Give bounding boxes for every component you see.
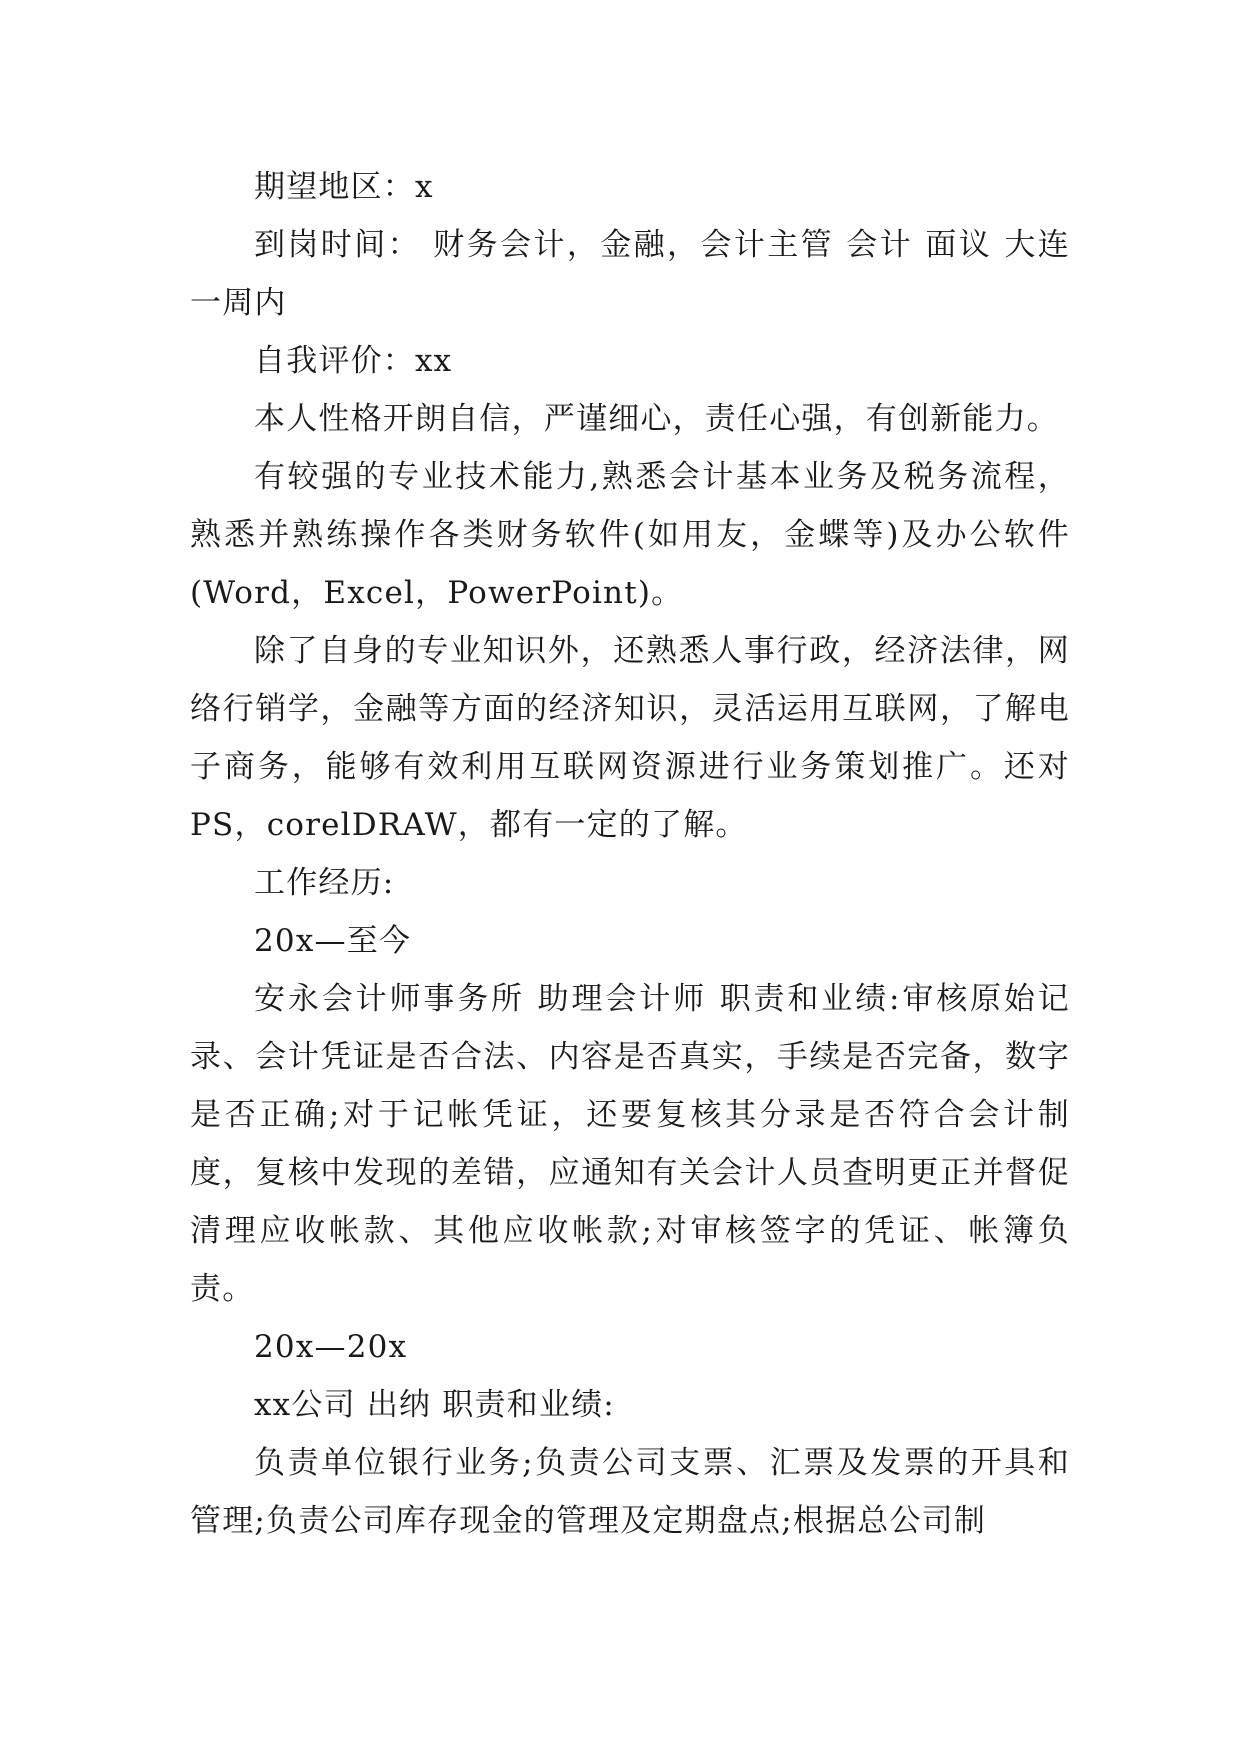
paragraph-job-2-title: xx公司 出纳 职责和业绩: [254, 1387, 615, 1423]
document-body [190, 158, 1082, 1550]
paragraph-job-1-description: 安永会计师事务所 助理会计师 职责和业绩:审核原始记录、会计凭证是否合法、内容是否真实，手续是否完备，数字是否正确;对于记帐凭证，还要复核其分录是否符合会计制度，复核中发现的差错，应通知有关会计人员查明更正并督促清理应收帐款、其他应收帐款;对审核签字的凭证、帐簿负责。 [190, 981, 1070, 1307]
paragraph-professional-skills: 有较强的专业技术能力,熟悉会计基本业务及税务流程，熟悉并熟练操作各类财务软件(如用友，金蝶等)及办公软件(Word，Excel，PowerPoint)。 [190, 459, 1070, 611]
paragraph-arrival-time: 到岗时间： 财务会计，金融，会计主管 会计 面议 大连 一周内 [190, 227, 1082, 321]
paragraph-other-knowledge: 除了自身的专业知识外，还熟悉人事行政，经济法律，网络行销学，金融等方面的经济知识，灵活运用互联网，了解电子商务，能够有效利用互联网资源进行业务策划推广。还对PS，corelDRAW，都有一定的了解。 [190, 633, 1070, 843]
paragraph-work-experience-heading: 工作经历: [254, 865, 395, 901]
paragraph-desired-region: 期望地区：x [254, 169, 434, 205]
paragraph-job-2-description: 负责单位银行业务;负责公司支票、汇票及发票的开具和管理;负责公司库存现金的管理及定期盘点;根据总公司制 [190, 1445, 1070, 1539]
paragraph-self-evaluation-label: 自我评价：xx [254, 343, 453, 379]
paragraph-period-1: 20x—至今 [254, 923, 412, 959]
paragraph-personality: 本人性格开朗自信，严谨细心，责任心强，有创新能力。 [254, 401, 1059, 437]
paragraph-period-2: 20x—20x [254, 1329, 408, 1365]
